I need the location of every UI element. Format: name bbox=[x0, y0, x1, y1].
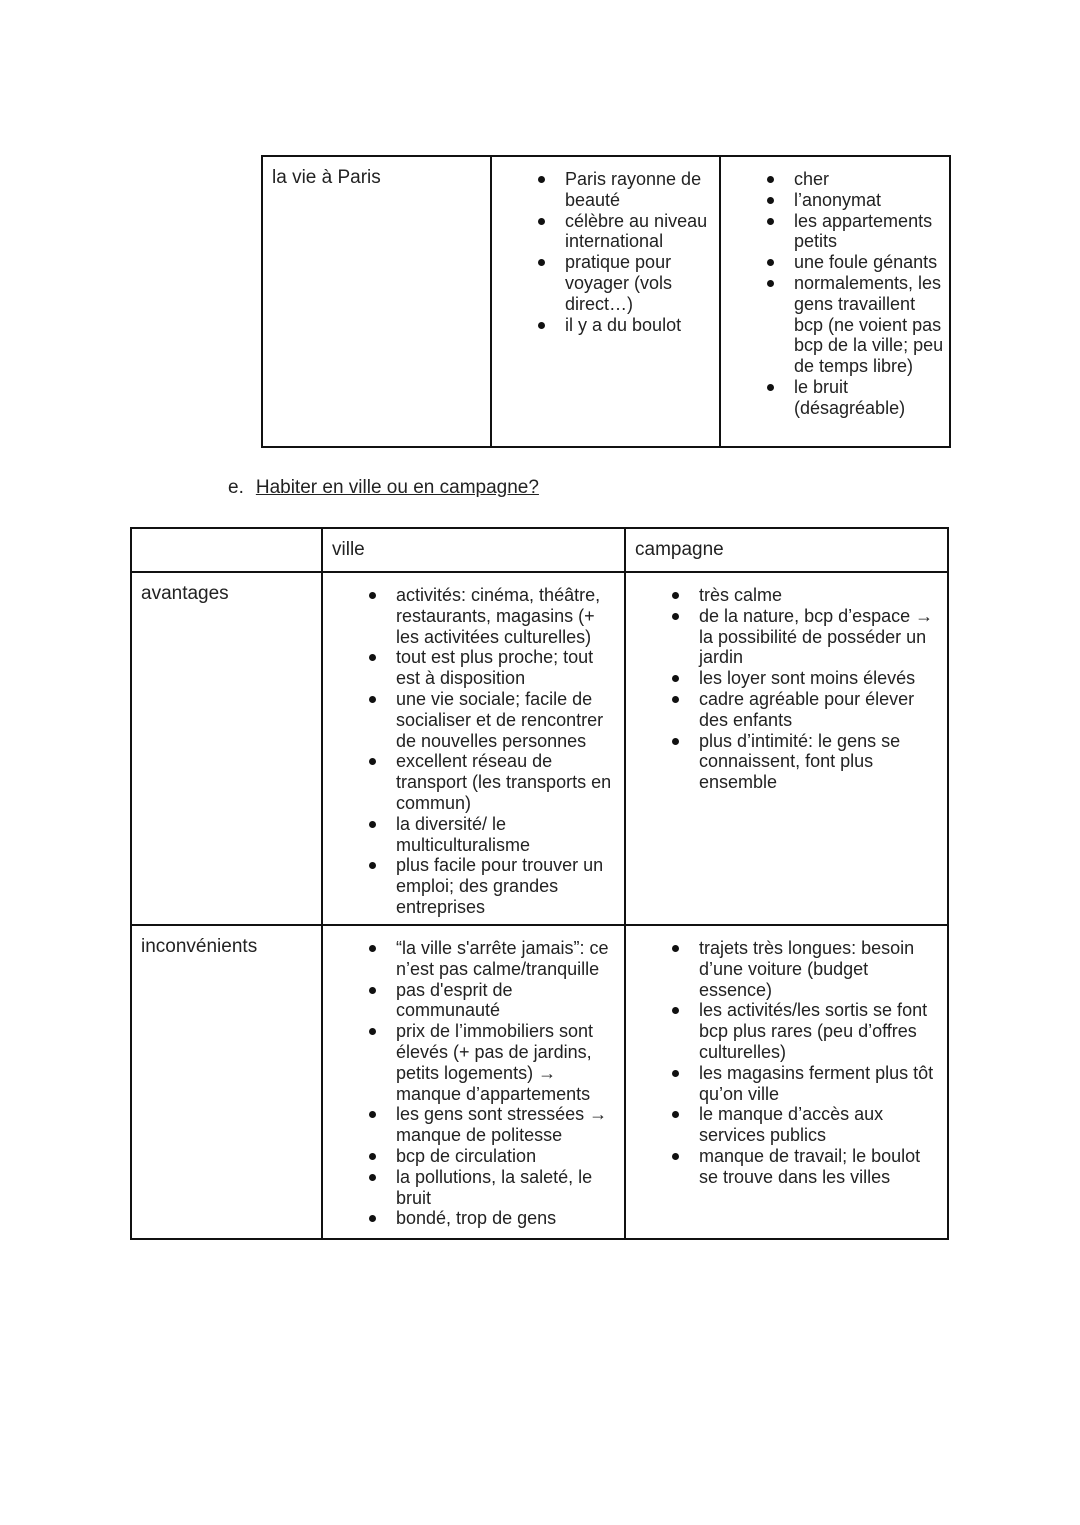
section-letter: e. bbox=[228, 477, 244, 498]
avantages-ville-cell bbox=[322, 572, 625, 925]
list-item: manque de travail; le boulot se trouve dans les villes bbox=[699, 1146, 941, 1188]
inconvenients-campagne-cell bbox=[625, 925, 948, 1239]
row-label-cell bbox=[131, 572, 322, 925]
header-ville: ville bbox=[332, 539, 365, 560]
list-item: l’anonymat bbox=[794, 190, 949, 211]
list-item: le bruit (désagréable) bbox=[794, 377, 949, 419]
list-item: pratique pour voyager (vols direct…) bbox=[565, 252, 719, 314]
avantages-campagne-cell bbox=[625, 572, 948, 925]
avantages-campagne-list bbox=[626, 573, 947, 793]
paris-advantages-list bbox=[492, 157, 719, 335]
header-ville-cell bbox=[322, 528, 625, 572]
header-campagne: campagne bbox=[635, 539, 724, 560]
header-campagne-cell bbox=[625, 528, 948, 572]
list-item: excellent réseau de transport (les transports en commun) bbox=[396, 751, 618, 813]
list-item: plus d’intimité: le gens se connaissent, font plus ensemble bbox=[699, 731, 941, 793]
list-item: cadre agréable pour élever des enfants bbox=[699, 689, 941, 731]
list-item: une vie sociale; facile de socialiser et de rencontrer de nouvelles personnes bbox=[396, 689, 618, 751]
table-row bbox=[131, 925, 948, 1239]
paris-table bbox=[261, 155, 951, 448]
list-item: prix de l’immobiliers sont élevés (+ pas de jardins, petits logements) → manque d’appartements bbox=[396, 1021, 618, 1104]
avantages-ville-list bbox=[323, 573, 624, 918]
list-item: cher bbox=[794, 169, 949, 190]
comparison-table bbox=[130, 527, 949, 1240]
list-item: “la ville s'arrête jamais”: ce n’est pas calme/tranquille bbox=[396, 938, 618, 980]
list-item: trajets très longues: besoin d’une voiture (budget essence) bbox=[699, 938, 941, 1000]
list-item: pas d'esprit de communauté bbox=[396, 980, 618, 1022]
list-item: tout est plus proche; tout est à disposition bbox=[396, 647, 618, 689]
inconvenients-ville-list bbox=[323, 926, 624, 1229]
section-heading bbox=[228, 477, 539, 499]
list-item: plus facile pour trouver un emploi; des grandes entreprises bbox=[396, 855, 618, 917]
list-item: les loyer sont moins élevés bbox=[699, 668, 941, 689]
paris-disadvantages-cell bbox=[720, 156, 950, 447]
row-label-inconvenients: inconvénients bbox=[141, 936, 258, 957]
list-item: Paris rayonne de beauté bbox=[565, 169, 719, 211]
list-item: les appartements petits bbox=[794, 211, 949, 253]
inconvenients-ville-cell bbox=[322, 925, 625, 1239]
row-label-cell bbox=[131, 925, 322, 1239]
inconvenients-campagne-list bbox=[626, 926, 947, 1188]
list-item: normalements, les gens travaillent bcp (ne voient pas bcp de la ville; peu de temps libre) bbox=[794, 273, 949, 377]
paris-label-cell bbox=[262, 156, 491, 447]
list-item: bondé, trop de gens bbox=[396, 1208, 618, 1229]
list-item: très calme bbox=[699, 585, 941, 606]
header-row bbox=[131, 528, 948, 572]
header-empty-cell bbox=[131, 528, 322, 572]
list-item: activités: cinéma, théâtre, restaurants, magasins (+ les activitées culturelles) bbox=[396, 585, 618, 647]
list-item: le manque d’accès aux services publics bbox=[699, 1104, 941, 1146]
list-item: il y a du boulot bbox=[565, 315, 719, 336]
paris-row bbox=[262, 156, 950, 447]
list-item: célèbre au niveau international bbox=[565, 211, 719, 253]
list-item: de la nature, bcp d’espace → la possibilité de posséder un jardin bbox=[699, 606, 941, 668]
list-item: la pollutions, la saleté, le bruit bbox=[396, 1167, 618, 1209]
list-item: les activités/les sortis se font bcp plus rares (peu d’offres culturelles) bbox=[699, 1000, 941, 1062]
list-item: les magasins ferment plus tôt qu’on ville bbox=[699, 1063, 941, 1105]
list-item: une foule génants bbox=[794, 252, 949, 273]
paris-advantages-cell bbox=[491, 156, 720, 447]
row-label-avantages: avantages bbox=[141, 583, 229, 604]
list-item: bcp de circulation bbox=[396, 1146, 618, 1167]
list-item: les gens sont stressées → manque de politesse bbox=[396, 1104, 618, 1146]
table-row bbox=[131, 572, 948, 925]
list-item: la diversité/ le multiculturalisme bbox=[396, 814, 618, 856]
paris-disadvantages-list bbox=[721, 157, 949, 419]
paris-label: la vie à Paris bbox=[272, 167, 381, 188]
section-title: Habiter en ville ou en campagne? bbox=[255, 477, 539, 498]
